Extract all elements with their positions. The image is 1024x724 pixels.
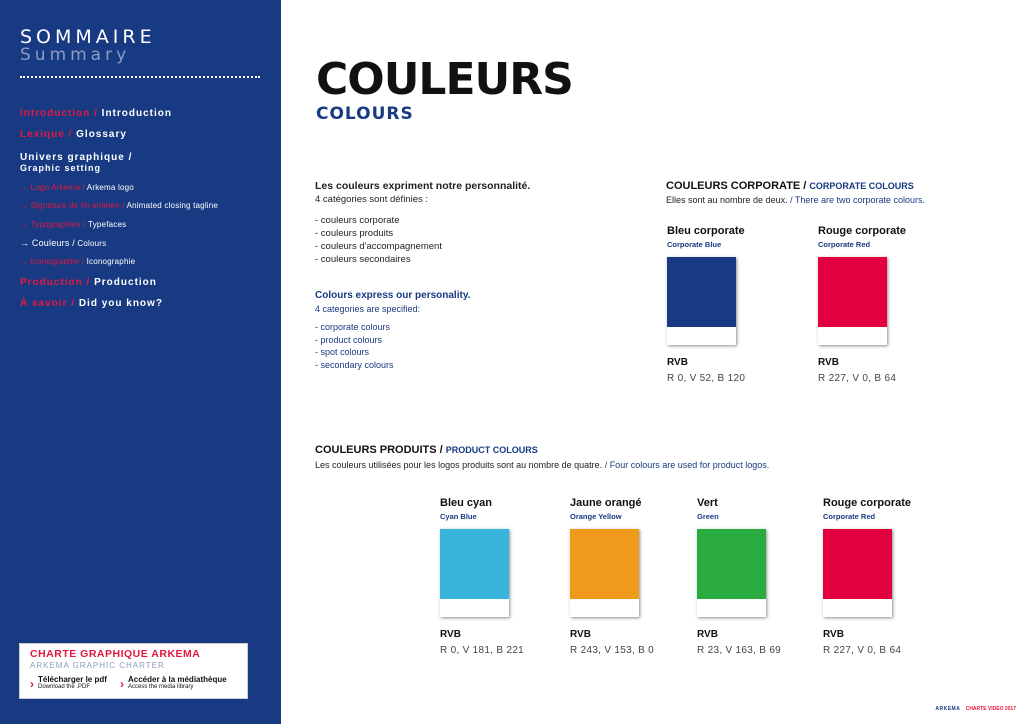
sidebar-title: SOMMAIRE <box>20 26 156 48</box>
nav-sub-label-fr: → Signature de fin animée / <box>20 201 125 210</box>
charter-subtitle: ARKEMA GRAPHIC CHARTER <box>30 661 165 670</box>
nav-sub-iconographie[interactable] <box>20 257 135 266</box>
list-item: - couleurs d'accompagnement <box>315 241 442 252</box>
download-pdf-sublabel: Download the .PDF <box>38 684 91 690</box>
download-pdf-label: Télécharger le pdf <box>38 675 107 684</box>
list-item: - couleurs corporate <box>315 215 400 226</box>
swatch-rvb-values: R 0, V 52, B 120 <box>667 373 746 384</box>
nav-item-lexique[interactable] <box>20 129 127 140</box>
nav-item-a-savoir[interactable] <box>20 298 163 309</box>
nav-sub-signature[interactable] <box>20 201 218 210</box>
footer <box>935 706 1016 712</box>
nav-label-fr: À savoir / <box>20 298 76 309</box>
nav-label-fr: Lexique / <box>20 129 73 140</box>
nav-sub-label-fr: → Couleurs / <box>20 238 75 248</box>
nav-item-production[interactable] <box>20 277 157 288</box>
color-swatch <box>818 257 887 345</box>
intro-fr-heading: Les couleurs expriment notre personnalité. <box>315 180 531 192</box>
nav-label-en: Graphic setting <box>20 163 102 173</box>
swatch-name-en: Corporate Red <box>818 240 871 249</box>
nav-sub-label-fr: → Logo Arkema / <box>20 183 85 192</box>
list-item: - couleurs secondaires <box>315 254 411 265</box>
media-library-label: Accéder à la médiathèque <box>128 675 227 684</box>
chevron-right-icon: › <box>30 677 34 691</box>
products-heading-en: PRODUCT COLOURS <box>445 445 538 455</box>
nav-sub-label-en: Arkema logo <box>86 183 134 192</box>
corporate-heading-en: CORPORATE COLOURS <box>809 181 914 191</box>
swatch-rvb-label: RVB <box>667 357 688 368</box>
page-subtitle: COLOURS <box>316 104 414 124</box>
download-pdf-link[interactable] <box>38 675 107 690</box>
nav-label-en: Introduction <box>101 108 172 119</box>
swatch-fill <box>697 529 766 599</box>
swatch-rvb-values: R 0, V 181, B 221 <box>440 645 525 656</box>
swatch-rvb-values: R 227, V 0, B 64 <box>823 645 902 656</box>
swatch-name-en: Corporate Blue <box>667 240 722 249</box>
nav-item-univers-graphique[interactable] <box>20 152 132 163</box>
color-swatch <box>570 529 639 617</box>
list-item: - corporate colours <box>315 322 391 332</box>
charter-box <box>19 643 248 699</box>
list-item: - spot colours <box>315 347 370 357</box>
nav-item-graphic-setting <box>20 163 101 173</box>
nav-sub-typographies[interactable] <box>20 220 126 229</box>
swatch-name: Bleu corporate <box>667 225 745 237</box>
footer-brand: ARKEMA <box>935 706 961 712</box>
nav-sub-label-fr: → Typographies / <box>20 220 86 229</box>
nav-label-en: Glossary <box>76 129 127 140</box>
corporate-desc <box>666 195 925 205</box>
color-swatch <box>440 529 509 617</box>
media-library-link[interactable] <box>128 675 227 690</box>
color-swatch <box>667 257 736 345</box>
intro-en-line: 4 categories are specified: <box>315 303 421 314</box>
nav-sub-label-en: Iconographie <box>86 257 136 266</box>
nav-label-fr: Production / <box>20 277 91 288</box>
nav-sub-label-en: Colours <box>77 239 107 248</box>
swatch-name: Bleu cyan <box>440 497 492 509</box>
corporate-heading-fr: COULEURS CORPORATE / <box>666 180 807 192</box>
footer-doc: CHARTE VIDÉO 2017 <box>965 706 1016 712</box>
swatch-rvb-label: RVB <box>818 357 839 368</box>
swatch-rvb-values: R 243, V 153, B 0 <box>570 645 655 656</box>
charter-title: CHARTE GRAPHIQUE ARKEMA <box>30 648 201 660</box>
nav-sub-couleurs[interactable] <box>20 238 106 248</box>
intro-fr <box>315 180 615 266</box>
swatch-rvb-label: RVB <box>440 629 461 640</box>
nav-sub-label-en: Animated closing tagline <box>126 201 219 210</box>
swatch-name: Jaune orangé <box>570 497 642 509</box>
swatch-rvb-label: RVB <box>823 629 844 640</box>
nav-label-en: Production <box>94 277 157 288</box>
swatch-name-en: Orange Yellow <box>570 512 622 521</box>
corporate-heading <box>666 180 914 192</box>
color-swatch <box>697 529 766 617</box>
nav-item-introduction[interactable] <box>20 108 172 119</box>
nav-sub-label-fr: → Iconographie / <box>20 257 85 266</box>
sidebar <box>0 0 281 724</box>
sidebar-divider <box>20 76 260 78</box>
intro-en-heading: Colours express our personality. <box>315 290 471 301</box>
nav-label-fr: Introduction / <box>20 108 98 119</box>
chevron-right-icon: › <box>120 677 124 691</box>
swatch-rvb-label: RVB <box>570 629 591 640</box>
swatch-name: Rouge corporate <box>818 225 907 237</box>
list-item: - secondary colours <box>315 359 394 370</box>
products-desc <box>315 460 769 470</box>
media-library-sublabel: Access the media library <box>128 684 194 690</box>
swatch-rvb-values: R 227, V 0, B 64 <box>818 373 897 384</box>
sidebar-subtitle: Summary <box>20 45 131 65</box>
list-item: - couleurs produits <box>315 228 394 239</box>
swatch-rvb-label: RVB <box>697 629 718 640</box>
swatch-fill <box>818 257 887 327</box>
products-desc-en: / Four colours are used for product logos. <box>604 460 770 470</box>
swatch-name: Vert <box>697 497 718 509</box>
corporate-desc-fr: Elles sont au nombre de deux. <box>666 195 788 205</box>
intro-en <box>315 290 615 371</box>
swatch-name-en: Corporate Red <box>823 512 876 521</box>
intro-en-list <box>315 321 615 371</box>
corporate-desc-en: / There are two corporate colours. <box>790 195 925 205</box>
page-title: COULEURS <box>316 54 573 105</box>
products-heading-fr: COULEURS PRODUITS / <box>315 444 443 456</box>
nav-label-en: Did you know? <box>78 298 163 309</box>
swatch-name-en: Cyan Blue <box>440 512 477 521</box>
nav-sub-logo[interactable] <box>20 183 134 192</box>
intro-fr-line: 4 catégories sont définies : <box>315 194 429 205</box>
nav-label-fr: Univers graphique / <box>20 152 133 163</box>
swatch-fill <box>440 529 509 599</box>
swatch-name-en: Green <box>697 512 719 521</box>
intro-fr-list <box>315 214 615 266</box>
swatch-name: Rouge corporate <box>823 497 912 509</box>
products-desc-fr: Les couleurs utilisées pour les logos produits sont au nombre de quatre. <box>315 460 603 470</box>
swatch-fill <box>823 529 892 599</box>
color-swatch <box>823 529 892 617</box>
list-item: - product colours <box>315 334 383 345</box>
products-heading <box>315 444 538 456</box>
swatch-rvb-values: R 23, V 163, B 69 <box>697 645 782 656</box>
nav-sub-label-en: Typefaces <box>88 220 127 229</box>
swatch-fill <box>667 257 736 327</box>
swatch-fill <box>570 529 639 599</box>
